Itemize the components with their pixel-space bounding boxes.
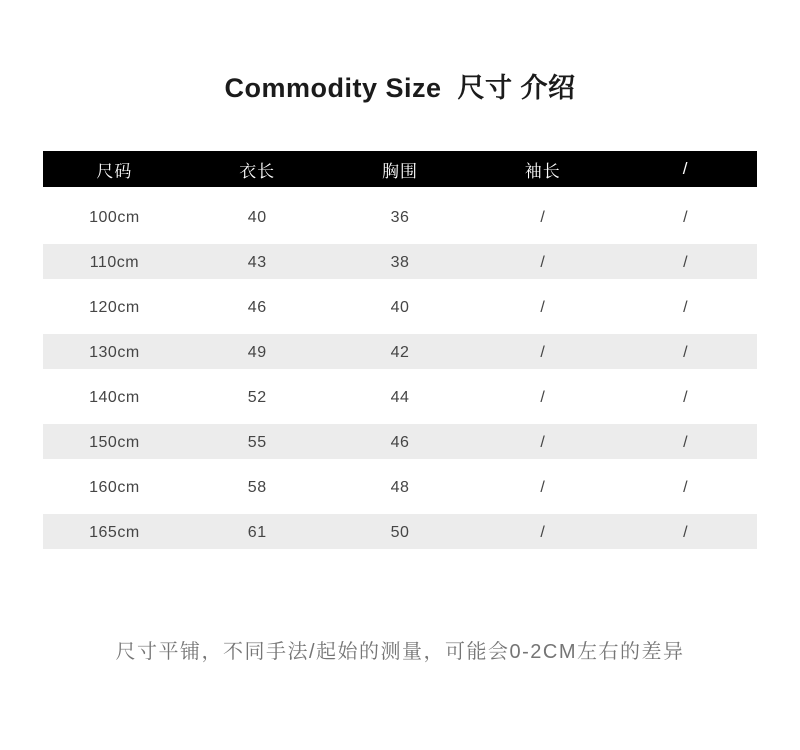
cell-sleeve-length: / [540, 523, 546, 541]
cell-size: 130cm [89, 343, 140, 361]
cell-sleeve-length: / [540, 388, 546, 406]
header-cell-bust: 胸围 [381, 161, 418, 181]
cell-garment-length: 61 [247, 523, 267, 541]
header-cell-garment-length: 衣长 [239, 161, 276, 181]
cell-size: 100cm [89, 208, 140, 226]
header-cell-extra: / [682, 159, 689, 178]
cell-size: 150cm [89, 433, 140, 451]
cell-bust: 46 [390, 433, 410, 451]
cell-garment-length: 40 [247, 208, 267, 226]
cell-sleeve-length: / [540, 433, 546, 451]
cell-extra: / [683, 298, 689, 316]
cell-garment-length: 55 [247, 433, 267, 451]
cell-extra: / [683, 343, 689, 361]
cell-bust: 44 [390, 388, 410, 406]
cell-extra: / [683, 523, 689, 541]
measurement-note: 尺寸平铺，不同手法/起始的测量，可能会0-2CM左右的差异 [115, 641, 685, 663]
cell-extra: / [683, 433, 689, 451]
table-row [43, 420, 757, 465]
table-row [43, 240, 757, 285]
header-cell-size: 尺码 [96, 161, 133, 181]
header-cell-sleeve-length: 袖长 [524, 161, 561, 181]
table-row [43, 375, 757, 420]
cell-size: 140cm [89, 388, 140, 406]
table-row [43, 330, 757, 375]
size-table [43, 151, 757, 555]
cell-extra: / [683, 253, 689, 271]
cell-extra: / [683, 478, 689, 496]
cell-bust: 36 [390, 208, 410, 226]
page-title: Commodity Size 尺寸 介绍 [224, 73, 576, 103]
cell-bust: 42 [390, 343, 410, 361]
cell-sleeve-length: / [540, 478, 546, 496]
table-row [43, 195, 757, 240]
table-row [43, 465, 757, 510]
cell-extra: / [683, 208, 689, 226]
cell-bust: 50 [390, 523, 410, 541]
cell-size: 120cm [89, 298, 140, 316]
table-row [43, 285, 757, 330]
table-row [43, 510, 757, 555]
cell-sleeve-length: / [540, 298, 546, 316]
cell-sleeve-length: / [540, 208, 546, 226]
cell-bust: 48 [390, 478, 410, 496]
cell-sleeve-length: / [540, 253, 546, 271]
cell-garment-length: 58 [247, 478, 267, 496]
cell-extra: / [683, 388, 689, 406]
cell-size: 165cm [89, 523, 140, 541]
cell-sleeve-length: / [540, 343, 546, 361]
cell-garment-length: 49 [247, 343, 267, 361]
cell-bust: 40 [390, 298, 410, 316]
cell-garment-length: 46 [247, 298, 267, 316]
table-body [43, 195, 757, 555]
cell-size: 110cm [89, 253, 140, 271]
cell-bust: 38 [390, 253, 410, 271]
table-header-row [43, 151, 757, 187]
cell-garment-length: 52 [247, 388, 267, 406]
cell-garment-length: 43 [247, 253, 267, 271]
cell-size: 160cm [89, 478, 140, 496]
